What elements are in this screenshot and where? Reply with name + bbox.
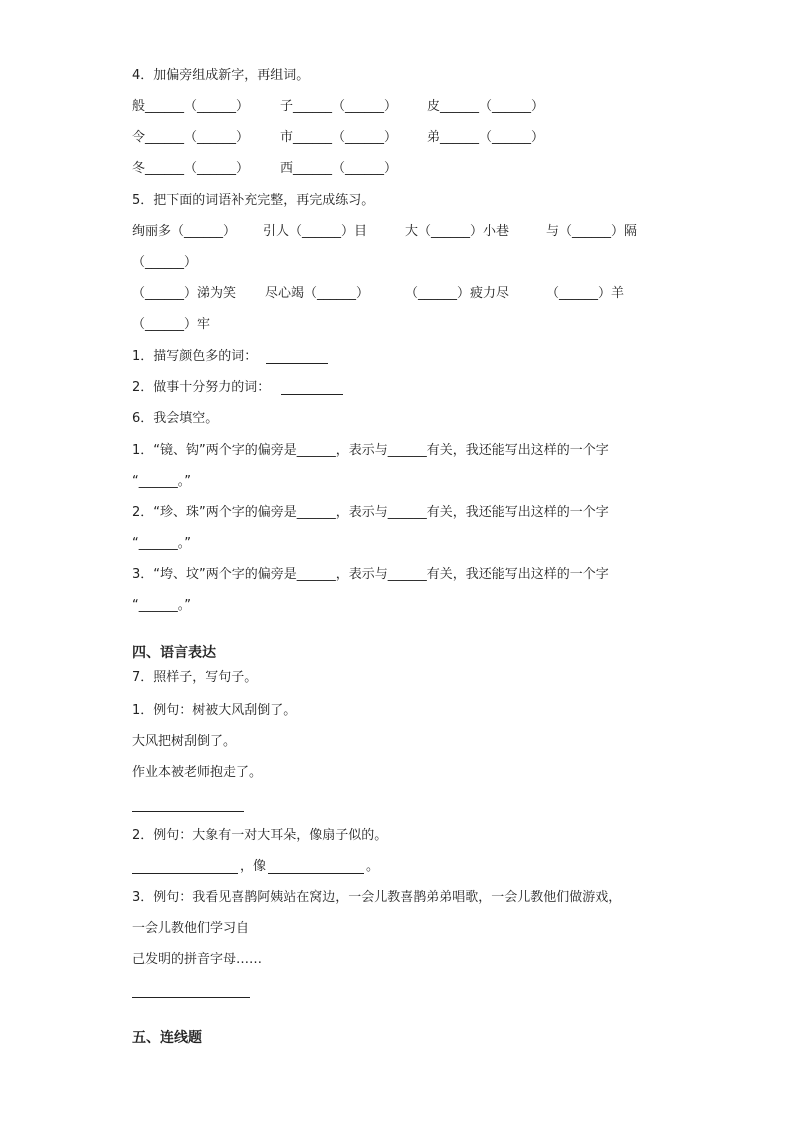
q4-item-3: 皮______（______） xyxy=(427,99,545,114)
q7-example-2-comma: ，像 xyxy=(240,859,267,874)
q4-title: 4．加偏旁组成新字，再组词。 xyxy=(132,68,310,83)
section-5-heading: 五、连线题 xyxy=(132,1030,202,1046)
q4-item-5: 市______（______） xyxy=(280,130,398,145)
q5-sub-2-answer-line[interactable] xyxy=(281,394,343,395)
q5-sub-1-answer-line[interactable] xyxy=(266,363,328,364)
q5-sub-1: 1．描写颜色多的词： xyxy=(132,349,258,364)
section-4-heading: 四、语言表达 xyxy=(132,645,216,661)
q4-item-7: 冬______（______） xyxy=(132,161,250,176)
q7-example-3-line-1: 3．例句：我看见喜鹊阿姨站在窝边，一会儿教喜鹊弟弟唱歌，一会儿教他们做游戏， xyxy=(132,890,622,905)
q6-item-1: 1．“镜、钩”两个字的偏旁是______，表示与______有关，我还能写出这样的一个字 xyxy=(132,443,609,458)
q5-word-7: （______）疲力尽 xyxy=(405,286,510,301)
q7-example-1-task: 作业本被老师抱走了。 xyxy=(132,765,263,780)
q6-item-3: 3．“垮、坟”两个字的偏旁是______，表示与______有关，我还能写出这样的一个字 xyxy=(132,567,609,582)
q4-item-2: 子______（______） xyxy=(280,99,398,114)
q6-item-2-cont: “______。” xyxy=(132,536,191,551)
q5-title: 5．把下面的词语补充完整，再完成练习。 xyxy=(132,193,375,208)
q7-title: 7．照样子，写句子。 xyxy=(132,670,258,685)
q7-example-3-line-3: 己发明的拼音字母…… xyxy=(132,952,263,967)
q5-word-4: 与（______）隔 xyxy=(546,224,638,239)
q5-word-1: 绚丽多（______） xyxy=(132,224,237,239)
q7-example-2-blank-1[interactable] xyxy=(132,873,238,874)
q7-example-1-answer: 大风把树刮倒了。 xyxy=(132,734,237,749)
q4-item-6: 弟______（______） xyxy=(427,130,545,145)
q7-example-1: 1．例句：树被大风刮倒了。 xyxy=(132,703,297,718)
q5-sub-2: 2．做事十分努力的词： xyxy=(132,380,271,395)
q6-item-3-cont: “______。” xyxy=(132,598,191,613)
q7-example-3-answer-line[interactable] xyxy=(132,997,250,998)
q6-item-1-cont: “______。” xyxy=(132,474,191,489)
q7-example-3-line-2: 一会儿教他们学习自 xyxy=(132,921,250,936)
q6-item-2: 2．“珍、珠”两个字的偏旁是______，表示与______有关，我还能写出这样的一个字 xyxy=(132,505,609,520)
q5-word-8-cont: （______）牢 xyxy=(132,317,211,332)
q5-word-3: 大（______）小巷 xyxy=(405,224,510,239)
q7-example-2-end: 。 xyxy=(366,859,380,874)
q5-word-6: 尽心竭（______） xyxy=(265,286,370,301)
q5-word-8: （______）羊 xyxy=(546,286,625,301)
q4-item-8: 西______（______） xyxy=(280,161,398,176)
q7-example-1-answer-line[interactable] xyxy=(132,811,244,812)
q7-example-2: 2．例句：大象有一对大耳朵，像扇子似的。 xyxy=(132,828,388,843)
q6-title: 6．我会填空。 xyxy=(132,411,219,426)
q7-example-2-blank-2[interactable] xyxy=(268,873,364,874)
q4-item-1: 般______（______） xyxy=(132,99,250,114)
q5-word-4-cont: （______） xyxy=(132,255,198,270)
q5-word-5: （______）涕为笑 xyxy=(132,286,237,301)
q4-item-4: 令______（______） xyxy=(132,130,250,145)
q5-word-2: 引人（______）目 xyxy=(263,224,368,239)
